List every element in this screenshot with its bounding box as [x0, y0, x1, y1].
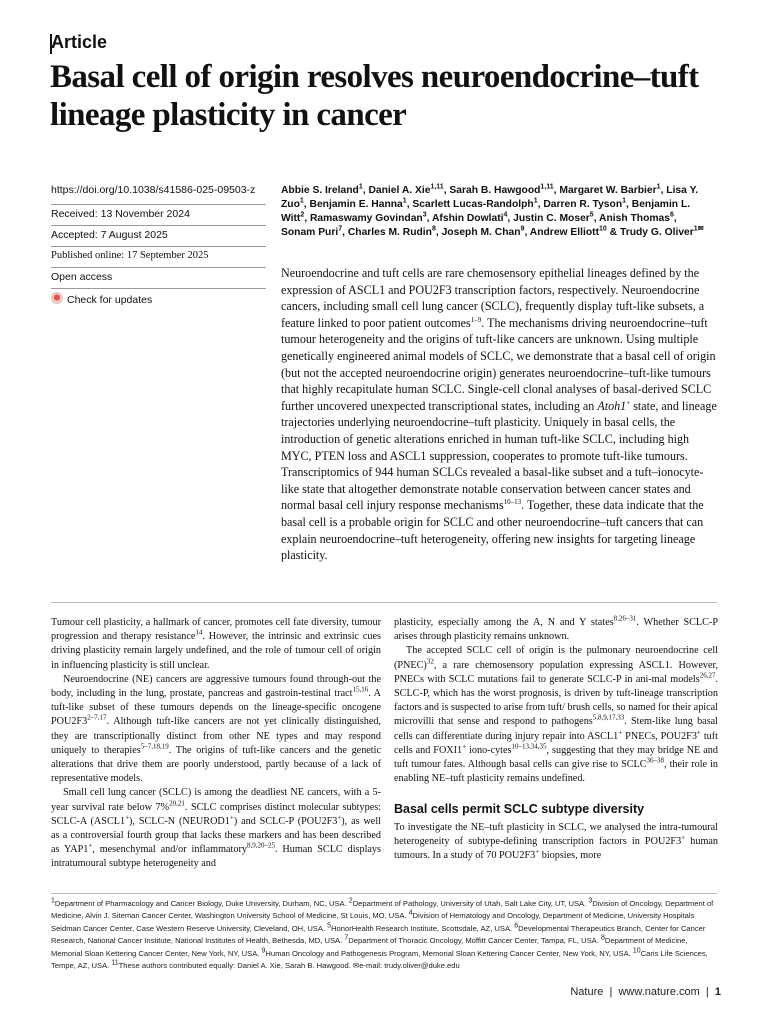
- journal-name: Nature: [570, 986, 604, 998]
- affiliations: $^1$Department of Pharmacology and Cancer Biology, Duke University, Durham, NC, USA. $^2$Department of Pathology, University of Utah, Salt Lake City, UT, USA. $^3$Division of Oncology, Department of Medicine, Alvin J. Siteman Cancer Center, Washington University School of Medicine, St Louis, MO, USA. $^4$Division of Hematology and Oncology, Department of Medicine, University Hospitals Seidman Cancer Center, Case Western Reserve University, Cleveland, OH, USA. $^5$HonorHealth Research Institute, Scottsdale, AZ, USA. $^6$Developmental Therapeutics Branch, Center for Cancer Research, National Cancer Institute, National Institutes of Health, Bethesda, MD, USA. $^7$Department of Thoracic Oncology, Moffitt Cancer Center, Tampa, FL, USA. $^8$Department of Medicine, Memorial Sloan Kettering Cancer Center, New York, NY, USA. $^9$Human Oncology and Pathogenesis Program, Memorial Sloan Kettering Cancer Center, New York, NY, USA. $^{10}$Caris Life Sciences, Tempe, AZ, USA. $^{11}$These authors contributed equally: Daniel A. Xie, Sarah B. Hawgood. ✉e-mail: trudy.oliver@duke.edu: [51, 897, 714, 971]
- article-type-label: Article: [51, 32, 108, 52]
- divider: [51, 204, 266, 205]
- open-access-label: Open access: [51, 271, 113, 283]
- received-date: Received: 13 November 2024: [51, 208, 190, 220]
- page-number: 1: [714, 986, 721, 998]
- email-icon: ✉: [352, 961, 360, 971]
- doi-link[interactable]: https://doi.org/10.1038/s41586-025-09503-z: [51, 184, 256, 196]
- divider: [51, 246, 266, 247]
- body-column-left: Tumour cell plasticity, a hallmark of cancer, promotes cell fate diversity, tumour progression and therapy resistance$^{14}$. However, the intrinsic and extrinsic cues driving plasticity remain largely undefined, and the role of tumour cell of origin in influencing plasticity is still unclear. Neuroendocrine (NE) cancers are aggressive tumours found through-out the body, including in the lung, prostate, pancreas and gastroin-testinal tract$^{15,16}$. A tuft-like subset of these tumours depends on the lineage-specific oncogene POU2F3$^{2-7,17}$. Although tuft-like cancers are not yet clinically distinguished, they are transcriptionally distinct from other NE types and may respond uniquely to therapies$^{5-7,18,19}$. The origins of tuft-like cancers and the genetic alterations that drive them are poorly understood, partly because of a lack of representative models. Small cell lung cancer (SCLC) is among the deadliest NE cancers, with a 5-year survival rate below 7%$^{20,21}$. SCLC comprises distinct molecular subtypes: SCLC-A (ASCL1+), SCLC-N (NEUROD1+) and SCLC-P (POU2F3+), as well as a controversial fourth group that lacks these markers and has been described as YAP1+, mesenchymal and/or inflammatory$^{8,9,20-25}$. Human SCLC displays intratumoural subtype heterogeneity and: [51, 617, 382, 870]
- divider: [51, 288, 266, 289]
- section-heading: Basal cells permit SCLC subtype diversity: [394, 802, 645, 817]
- section-divider: [51, 602, 717, 603]
- article-info-sidebar: [51, 184, 266, 304]
- abstract: Neuroendocrine and tuft cells are rare chemosensory epithelial lineages defined by the expression of ASCL1 and POU2F3 transcription factors, respectively. Neuroendocrine cancers, including small cell lung cancer (SCLC), frequently display tuft-like subsets, a feature linked to poor patient outcomes$^{1-9}$. The mechanisms driving neuroendocrine–tuft tumour heterogeneity and the origins of tuft-like cancers are unknown. Using multiple genetically engineered animal models of SCLC, we demonstrate that a basal cell of origin (but not the accepted neuroendocrine origin) generates neuroendocrine–tuft-like tumours that highly recapitulate human SCLC. Single-cell clonal analyses of basal-derived SCLC further uncovered unexpected transcriptional states, including an Atoh1+ state, and lineage trajectories underlying neuroendocrine–tuft plasticity. Uniquely in basal cells, the introduction of genetic alterations enriched in human tuft-like SCLC, including high MYC, PTEN loss and ASCL1 suppression, cooperates to promote tuft-like tumours. Transcriptomics of 944 human SCLCs revealed a basal-like subset and a tuft–ionocyte-like state that altogether demonstrate notable conservation between cancer states and normal basal cell injury response mechanisms$^{10-13}$. Together, these data indicate that the basal cell is a probable origin for SCLC and other neuroendocrine–tuft cancers that can explain neuroendocrine–tuft heterogeneity, offering new insights for targeting lineage plasticity.: [281, 266, 717, 563]
- body-column-right: plasticity, especially among the A, N and Y states$^{8,26-31}$. Whether SCLC-P arises through plasticity remains unknown. The accepted SCLC cell of origin is the pulmonary neuroendocrine cell (PNEC)$^{32}$, a rare chemosensory population expressing ASCL1. However, PNECs with SCLC mutations fail to generate SCLC-P in ani-mal models$^{26,27}$. SCLC-P, which has the worst prognosis, is driven by tuft-lineage transcription factors and is suspected to arise from tuft/ brush cells, so named for their apical microvilli that sense and respond to pathogens$^{5,8,9,17,33}$. Stem-like lung basal cells can differentiate during injury repair into ASCL1+ PNECs, POU2F3+ tuft cells and FOXI1+ iono-cytes$^{10-13,34,35}$, suggesting that they may bridge NE and tuft tumour fates. Although basal cells can give rise to SCLC$^{36-38}$, their role in enabling NE–tuft plasticity remains undefined. Basal cells permit SCLC subtype diversity To investigate the NE–tuft plasticity in SCLC, we analysed the intra-tumoural heterogeneity of subtype-defining transcription factors in POU2F3+ human tumours. In a study of 70 POU2F3+ biopsies, more: [394, 614, 719, 862]
- accepted-date: Accepted: 7 August 2025: [51, 229, 168, 241]
- divider: [51, 225, 266, 226]
- divider: [51, 267, 266, 268]
- published-date: Published online: 17 September 2025: [51, 250, 209, 261]
- crossmark-icon: [51, 292, 63, 304]
- page-footer: Nature | www.nature.com | 1: [570, 986, 721, 998]
- author-list: Abbie S. Ireland$^1$, Daniel A. Xie$^{1,11}$, Sarah B. Hawgood$^{1,11}$, Margaret W. Barbier$^1$, Lisa Y. Zuo$^1$, Benjamin E. Hanna$^1$, Scarlett Lucas-Randolph$^1$, Darren R. Tyson$^1$, Benjamin L. Witt$^2$, Ramaswamy Govindan$^3$, Afshin Dowlati$^4$, Justin C. Moser$^5$, Anish Thomas$^6$, Sonam Puri$^7$, Charles M. Rudin$^8$, Joseph M. Chan$^9$, Andrew Elliott$^{10}$ & Trudy G. Oliver$^{1✉}$: [281, 183, 704, 238]
- check-for-updates-button[interactable]: [51, 292, 266, 306]
- journal-website-link[interactable]: www.nature.com: [618, 986, 700, 998]
- affiliations-divider: [51, 893, 717, 894]
- article-title: Basal cell of origin resolves neuroendocrine–tuft lineage plasticity in cancer: [50, 59, 699, 133]
- check-for-updates-label: Check for updates: [67, 294, 153, 306]
